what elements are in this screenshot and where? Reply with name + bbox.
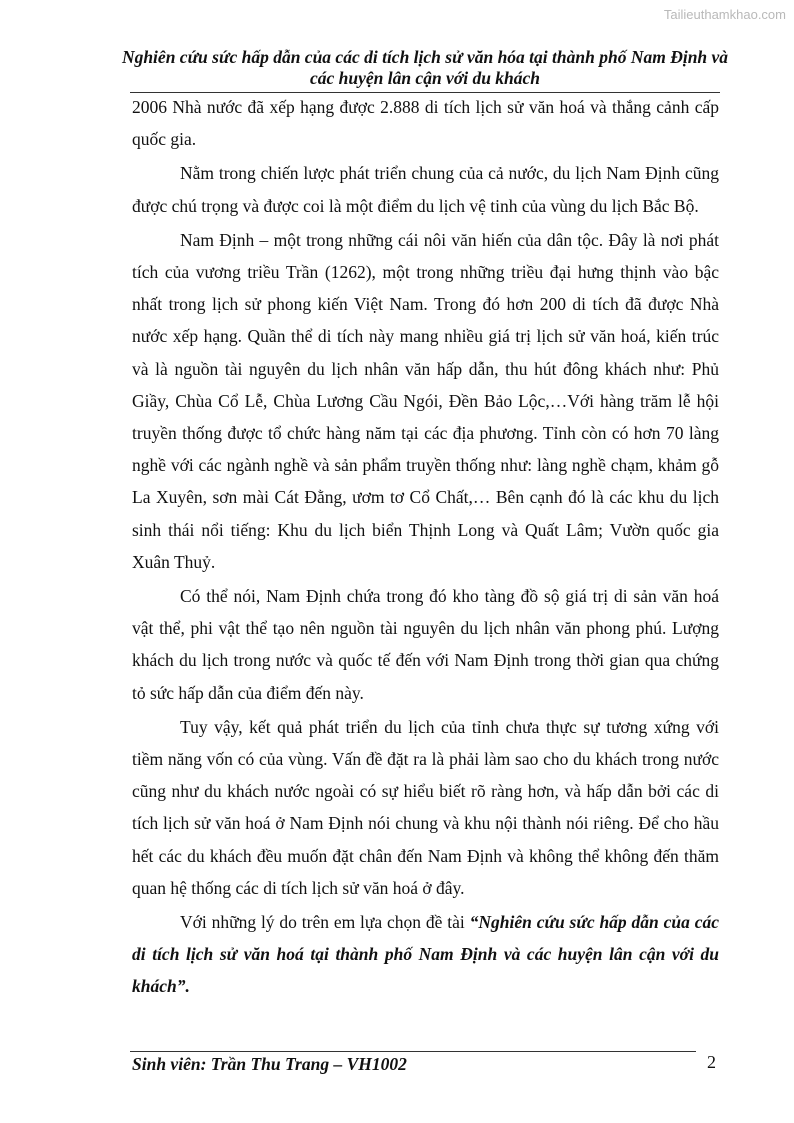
paragraph-4: Có thể nói, Nam Định chứa trong đó kho tàng đồ sộ giá trị di sản văn hoá vật thể, phi vật thể tạo nên nguồn tài nguyên du lịch nhân văn phong phú. Lượng khách du lịch trong nước và quốc tế đến với Nam Định trong thời gian qua chứng tỏ sức hấp dẫn của điểm đến này. [132, 586, 719, 703]
paragraph-5: Tuy vậy, kết quả phát triển du lịch của tỉnh chưa thực sự tương xứng với tiềm năng vốn có của vùng. Vấn đề đặt ra là phải làm sao cho du khách trong nước cũng như du khách nước ngoài có sự hiểu biết rõ ràng hơn, và hấp dẫn bởi các di tích lịch sử văn hoá ở Nam Định nói chung và khu nội thành nói riêng. Để cho hầu hết các du khách đều muốn đặt chân đến Nam Định và không thể không đến thăm quan hệ thống các di tích lịch sử văn hoá ở đây. [132, 716, 719, 898]
paragraph-6-lead: Với những lý do trên em lựa chọn đề tài [180, 912, 470, 933]
page-header-title: Nghiên cứu sức hấp dẫn của các di tích lịch sử văn hóa tại thành phố Nam Định và các huyện lân cận với du khách [121, 47, 729, 88]
paragraph-1: 2006 Nhà nước đã xếp hạng được 2.888 di tích lịch sử văn hoá và thắng cảnh cấp quốc gia. [132, 97, 719, 150]
footer-divider [130, 1051, 696, 1052]
document-body [132, 91, 719, 1003]
watermark: Tailieuthamkhao.com [663, 7, 786, 22]
paragraph-6 [132, 906, 719, 1003]
footer-author: Sinh viên: Trần Thu Trang – VH1002 [132, 1054, 407, 1074]
thesis-topic: “Nghiên cứu sức hấp dẫn của các di tích lịch sử văn hoá tại thành phố Nam Định và các huyện lân cận với du khách”. [132, 912, 720, 997]
paragraph-2: Nằm trong chiến lược phát triển chung của cả nước, du lịch Nam Định cũng được chú trọng và được coi là một điểm du lịch vệ tinh của vùng du lịch Bắc Bộ. [132, 163, 719, 216]
paragraph-3: Nam Định – một trong những cái nôi văn hiến của dân tộc. Đây là nơi phát tích của vương triều Trần (1262), một trong những triều đại hưng thịnh vào bậc nhất trong lịch sử phong kiến Việt Nam. Trong đó hơn 200 di tích đã được Nhà nước xếp hạng. Quần thể di tích này mang nhiều giá trị lịch sử văn hoá, kiến trúc và là nguồn tài nguyên du lịch nhân văn hấp dẫn, thu hút đông khách như: Phủ Giầy, Chùa Cổ Lễ, Chùa Lương Cầu Ngói, Đền Bảo Lộc,…Với hàng trăm lễ hội truyền thống được tổ chức hàng năm tại các địa phương. Tỉnh còn có hơn 70 làng nghề với các ngành nghề và sản phẩm truyền thống như: làng nghề chạm, khảm gỗ La Xuyên, sơn mài Cát Đằng, ươm tơ Cổ Chất,… Bên cạnh đó là các khu du lịch sinh thái nổi tiếng: Khu du lịch biển Thịnh Long và Quất Lâm; Vườn quốc gia Xuân Thuỷ. [132, 229, 719, 572]
page-number: 2 [707, 1052, 716, 1072]
